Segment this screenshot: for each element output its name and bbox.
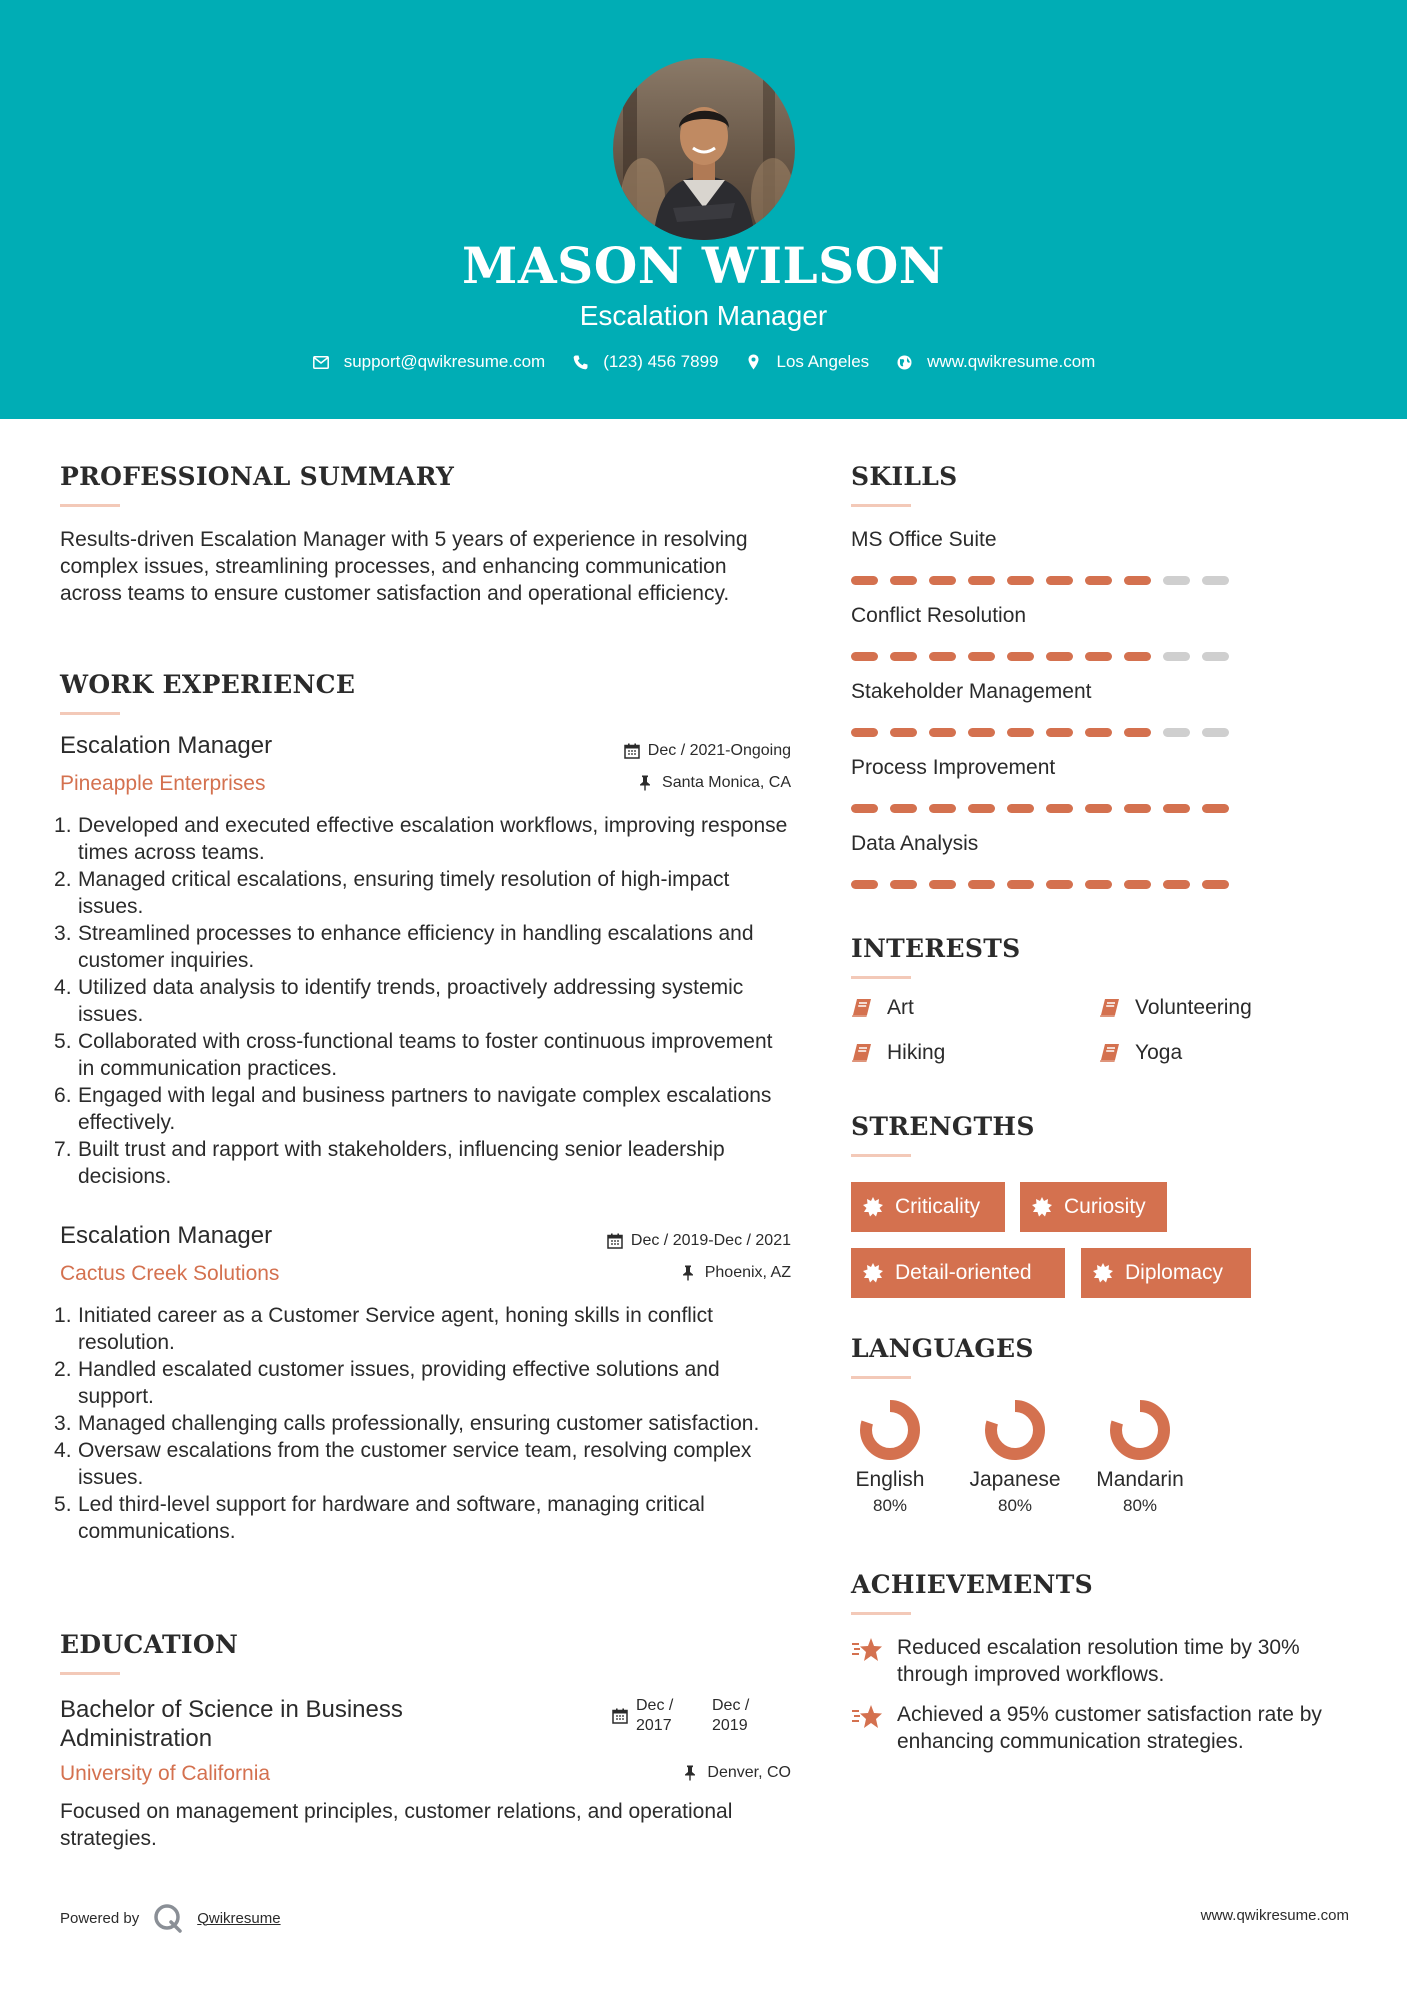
list-item: Built trust and rapport with stakeholders, influencing senior leadership decisions. — [78, 1138, 725, 1188]
skill-level-meter — [851, 880, 1241, 889]
skill-level-dot — [968, 576, 995, 585]
language-item — [965, 1400, 1065, 1516]
list-item: Engaged with legal and business partners to navigate complex escalations effectively. — [78, 1084, 772, 1134]
languages-heading: LANGUAGES — [851, 1334, 1034, 1363]
skills-heading: SKILLS — [851, 462, 958, 491]
skill-level-dot — [851, 880, 878, 889]
contact-email[interactable] — [312, 352, 546, 372]
phone-text: (123) 456 7899 — [603, 352, 719, 371]
language-item — [840, 1400, 940, 1516]
skill-level-dot — [1124, 728, 1151, 737]
language-item — [1090, 1400, 1190, 1516]
skill-name: Conflict Resolution — [851, 604, 1027, 627]
book-icon — [1099, 1043, 1121, 1063]
strength-label: Detail-oriented — [895, 1261, 1032, 1284]
skill-level-dot — [890, 804, 917, 813]
skill-level-dot — [1046, 728, 1073, 737]
language-name: English — [855, 1468, 925, 1491]
skill-level-dot — [1046, 652, 1073, 661]
contact-website[interactable] — [895, 352, 1095, 372]
skill-level-dot — [1007, 576, 1034, 585]
candidate-title: Escalation Manager — [579, 300, 828, 331]
map-pin-icon — [745, 353, 763, 371]
interest-label: Yoga — [1135, 1041, 1183, 1064]
skill-level-dot — [1163, 804, 1190, 813]
skill-level-dot — [1124, 652, 1151, 661]
skill-level-dot — [1085, 576, 1112, 585]
website-text: www.qwikresume.com — [927, 352, 1096, 371]
interest-label: Hiking — [887, 1041, 946, 1064]
languages-heading-underline — [851, 1376, 911, 1379]
skill-level-dot — [1202, 804, 1229, 813]
skill-level-dot — [1202, 880, 1229, 889]
strength-label: Criticality — [895, 1195, 981, 1218]
book-icon — [851, 998, 873, 1018]
job-company: Cactus Creek Solutions — [60, 1262, 280, 1285]
pushpin-icon — [681, 1265, 697, 1281]
resume-header — [0, 0, 1407, 419]
education-end-date — [712, 1696, 749, 1736]
badge-burst-icon — [1032, 1197, 1052, 1217]
skill-level-dot — [1163, 652, 1190, 661]
skill-level-dot — [968, 804, 995, 813]
skill-level-dot — [851, 576, 878, 585]
education-start-year: 2017 — [636, 1717, 672, 1734]
pushpin-icon — [638, 775, 654, 791]
language-name: Japanese — [969, 1468, 1061, 1491]
job-location-text: Santa Monica, CA — [662, 774, 791, 791]
summary-text: Results-driven Escalation Manager with 5 years of experience in resolving complex issues, streamlining processes, and enhancing communication across teams to ensure customer satisfaction and operational efficiency. — [60, 528, 748, 605]
job-duties-list — [60, 1302, 790, 1545]
language-percent: 80% — [1122, 1496, 1158, 1515]
strength-badge — [851, 1248, 1065, 1298]
contact-location — [745, 352, 870, 372]
skill-level-dot — [1202, 576, 1229, 585]
skills-heading-underline — [851, 504, 911, 507]
skill-level-dot — [1007, 728, 1034, 737]
job-location — [681, 1264, 791, 1282]
skill-level-dot — [929, 728, 956, 737]
badge-burst-icon — [1093, 1263, 1113, 1283]
skill-level-meter — [851, 804, 1241, 813]
skill-level-dot — [1085, 804, 1112, 813]
skill-name: Process Improvement — [851, 756, 1056, 779]
strength-badge — [851, 1182, 1005, 1232]
education-end-month: Dec / — [712, 1697, 750, 1714]
skill-level-dot — [1202, 728, 1229, 737]
summary-heading-underline — [60, 504, 120, 507]
skill-level-dot — [1163, 728, 1190, 737]
skill-level-dot — [929, 576, 956, 585]
skill-level-dot — [851, 728, 878, 737]
brand-link[interactable]: Qwikresume — [197, 1909, 281, 1927]
education-location — [683, 1764, 791, 1782]
powered-by-text: Powered by — [60, 1909, 140, 1927]
skill-level-meter — [851, 652, 1241, 661]
education-description: Focused on management principles, customer relations, and operational strategies. — [60, 1800, 733, 1850]
interest-label: Volunteering — [1135, 996, 1252, 1019]
list-item: Collaborated with cross-functional teams to foster continuous improvement in communication practices. — [78, 1030, 773, 1080]
skill-level-dot — [929, 804, 956, 813]
skill-level-dot — [1007, 880, 1034, 889]
skill-level-dot — [890, 728, 917, 737]
achievements-heading-underline — [851, 1612, 911, 1615]
skill-level-meter — [851, 728, 1241, 737]
interests-heading-underline — [851, 976, 911, 979]
skill-level-dot — [851, 804, 878, 813]
skill-level-dot — [929, 880, 956, 889]
job-date — [624, 742, 791, 760]
experience-heading: WORK EXPERIENCE — [60, 670, 356, 699]
list-item: Managed critical escalations, ensuring timely resolution of high-impact issues. — [78, 868, 730, 918]
calendar-icon — [607, 1233, 623, 1249]
skill-level-dot — [890, 652, 917, 661]
skill-name: Stakeholder Management — [851, 680, 1092, 703]
strengths-heading-underline — [851, 1154, 911, 1157]
skill-level-dot — [1085, 728, 1112, 737]
skill-level-dot — [968, 728, 995, 737]
globe-icon — [895, 353, 913, 371]
skill-level-dot — [1163, 576, 1190, 585]
list-item: Led third-level support for hardware and software, managing critical communications. — [78, 1493, 705, 1543]
skill-level-dot — [1085, 652, 1112, 661]
job-location — [638, 774, 791, 792]
skill-level-meter — [851, 576, 1241, 585]
skill-level-dot — [1007, 804, 1034, 813]
language-progress-ring — [860, 1400, 920, 1460]
skill-level-dot — [1124, 880, 1151, 889]
skill-level-dot — [1085, 880, 1112, 889]
job-title: Escalation Manager — [60, 1222, 273, 1249]
language-progress-arc — [866, 1406, 914, 1454]
location-text: Los Angeles — [776, 352, 870, 371]
language-percent: 80% — [997, 1496, 1033, 1515]
interest-label: Art — [887, 996, 914, 1019]
book-icon — [851, 1043, 873, 1063]
contact-bar — [0, 352, 1407, 372]
list-item: Oversaw escalations from the customer service team, resolving complex issues. — [78, 1439, 752, 1489]
achievement-text: Achieved a 95% customer satisfaction rate by enhancing communication strategies. — [897, 1703, 1322, 1753]
list-item: Handled escalated customer issues, providing effective solutions and support. — [78, 1358, 720, 1408]
strength-badge — [1020, 1182, 1167, 1232]
job-location-text: Phoenix, AZ — [704, 1264, 791, 1281]
language-name: Mandarin — [1096, 1468, 1184, 1491]
language-progress-arc — [991, 1406, 1039, 1454]
skill-name: Data Analysis — [851, 832, 979, 855]
education-location-text: Denver, CO — [707, 1764, 791, 1781]
interest-item — [1099, 1041, 1182, 1065]
skill-level-dot — [1046, 880, 1073, 889]
footer-powered-by — [60, 1903, 281, 1933]
envelope-icon — [312, 353, 330, 371]
achievements-heading: ACHIEVEMENTS — [851, 1570, 1093, 1599]
qwikresume-logo — [153, 1903, 183, 1933]
language-progress-arc — [1116, 1406, 1164, 1454]
experience-heading-underline — [60, 712, 120, 715]
job-duties-list — [60, 812, 790, 1190]
achievement-item — [851, 1634, 1361, 1688]
candidate-name: MASON WILSON — [462, 236, 945, 295]
badge-burst-icon — [863, 1197, 883, 1217]
interest-item — [851, 1041, 945, 1065]
email-text: support@qwikresume.com — [343, 352, 546, 371]
interest-item — [851, 996, 914, 1020]
skill-level-dot — [1046, 576, 1073, 585]
skill-level-dot — [1124, 576, 1151, 585]
skill-level-dot — [1124, 804, 1151, 813]
interest-item — [1099, 996, 1252, 1020]
education-start-date — [636, 1696, 673, 1736]
skill-level-dot — [1202, 652, 1229, 661]
education-heading-underline — [60, 1672, 120, 1675]
pushpin-icon — [683, 1765, 699, 1781]
job-date — [607, 1232, 791, 1250]
skill-level-dot — [1046, 804, 1073, 813]
skill-level-dot — [1163, 880, 1190, 889]
skill-level-dot — [929, 652, 956, 661]
education-start-month: Dec / — [636, 1697, 674, 1714]
star-award-icon — [851, 1703, 883, 1731]
strengths-heading: STRENGTHS — [851, 1112, 1035, 1141]
skill-level-dot — [1007, 652, 1034, 661]
skill-name: MS Office Suite — [851, 528, 997, 551]
skill-level-dot — [890, 576, 917, 585]
list-item: Initiated career as a Customer Service agent, honing skills in conflict resolution. — [78, 1304, 713, 1354]
education-heading: EDUCATION — [60, 1630, 239, 1659]
skill-level-dot — [851, 652, 878, 661]
profile-photo — [613, 58, 795, 240]
job-date-text: Dec / 2019-Dec / 2021 — [630, 1232, 791, 1249]
strength-label: Diplomacy — [1125, 1261, 1224, 1284]
interests-heading: INTERESTS — [851, 934, 1021, 963]
language-progress-ring — [1110, 1400, 1170, 1460]
calendar-icon — [612, 1708, 628, 1729]
badge-burst-icon — [863, 1263, 883, 1283]
language-percent: 80% — [872, 1496, 908, 1515]
achievement-item — [851, 1701, 1361, 1755]
star-award-icon — [851, 1636, 883, 1664]
footer-website[interactable]: www.qwikresume.com — [1200, 1907, 1349, 1924]
strength-badge — [1081, 1248, 1251, 1298]
job-title: Escalation Manager — [60, 732, 273, 759]
list-item: Developed and executed effective escalation workflows, improving response times across teams. — [78, 814, 788, 864]
list-item: Managed challenging calls professionally, ensuring customer satisfaction. — [78, 1412, 760, 1435]
summary-heading: PROFESSIONAL SUMMARY — [60, 462, 455, 491]
contact-phone[interactable] — [571, 352, 718, 372]
skill-level-dot — [968, 880, 995, 889]
skill-level-dot — [968, 652, 995, 661]
degree-title: Bachelor of Science in Business Administration — [60, 1696, 403, 1752]
achievement-text: Reduced escalation resolution time by 30% through improved workflows. — [897, 1636, 1300, 1686]
school-name: University of California — [60, 1762, 271, 1785]
skill-level-dot — [890, 880, 917, 889]
book-icon — [1099, 998, 1121, 1018]
language-progress-ring — [985, 1400, 1045, 1460]
list-item: Utilized data analysis to identify trends, proactively addressing systemic issues. — [78, 976, 744, 1026]
list-item: Streamlined processes to enhance efficiency in handling escalations and customer inquiries. — [78, 922, 754, 972]
job-company: Pineapple Enterprises — [60, 772, 266, 795]
strength-label: Curiosity — [1064, 1195, 1146, 1218]
calendar-icon — [624, 743, 640, 759]
education-end-year: 2019 — [712, 1717, 748, 1734]
phone-icon — [571, 353, 589, 371]
job-date-text: Dec / 2021-Ongoing — [647, 742, 791, 759]
